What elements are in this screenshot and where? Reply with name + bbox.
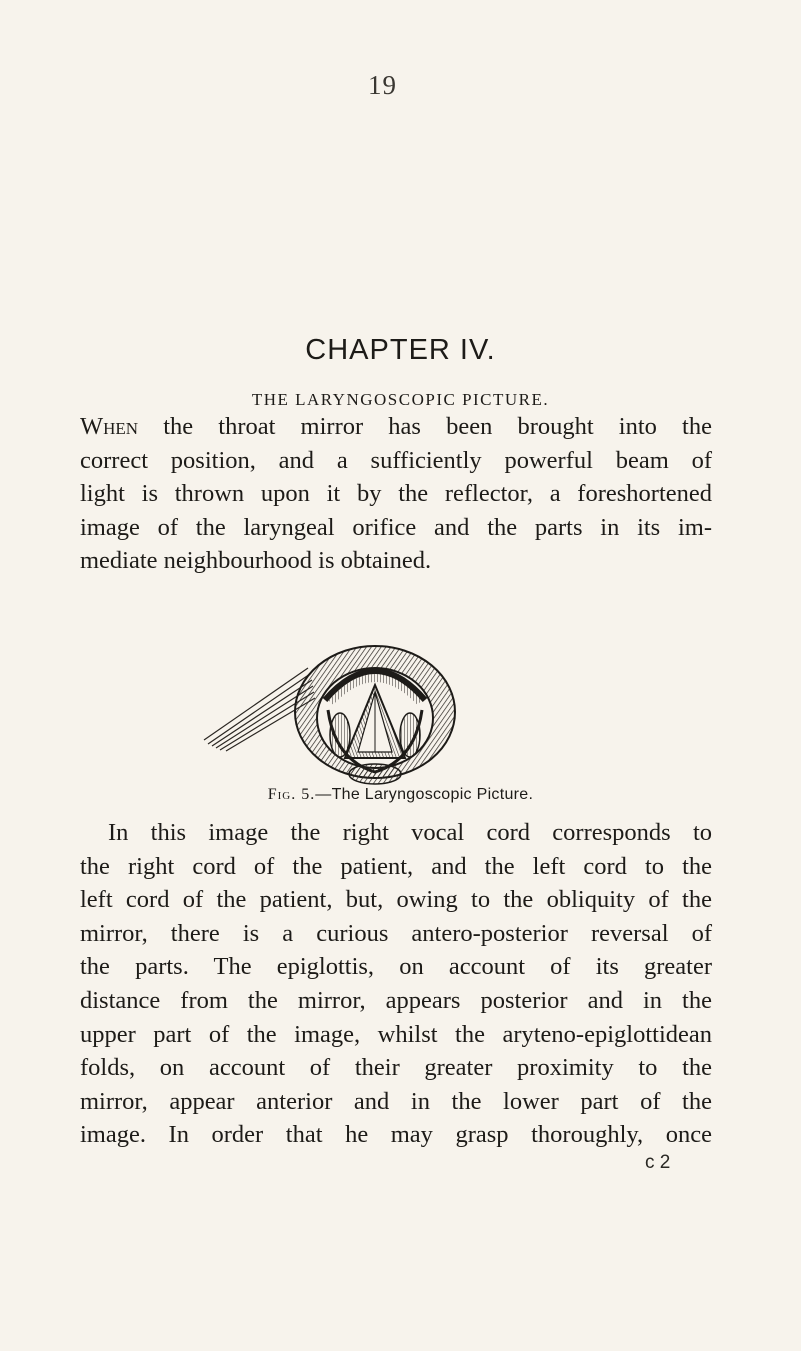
paragraph-line: mirror, there is a curious antero-posterior reversal of [80,919,712,947]
dropcap-word: When [80,413,139,440]
laryngoscopic-illustration [200,640,490,790]
paragraph-intro [80,410,712,578]
paragraph-line: mediate neighbourhood is obtained. [80,547,432,575]
page-number: 19 [368,70,397,100]
paragraph-line: the parts. The epiglottis, on account of its greater [80,953,712,981]
figure-caption-text: —The Laryngoscopic Picture. [315,786,534,803]
paragraph-line: upper part of the image, whilst the aryteno-epiglottidean [80,1020,712,1048]
paragraph-line: the right cord of the patient, and the left cord to the [80,852,712,880]
paragraph-line: image of the laryngeal orifice and the parts in its im- [80,513,712,541]
chapter-subtitle: THE LARYNGOSCOPIC PICTURE. [251,390,550,409]
signature-mark: c 2 [645,1152,671,1173]
paragraph-line: left cord of the patient, but, owing to the obliquity of the [80,886,712,914]
paragraph-line: image. In order that he may grasp thoroughly, once [80,1121,712,1149]
paragraph-line: correct position, and a sufficiently powerful beam of [80,446,712,474]
figure-caption [0,786,801,804]
figure-label: Fig. 5. [267,786,316,803]
chapter-title: CHAPTER IV. [305,334,496,366]
paragraph-line: light is thrown upon it by the reflector, a foreshortened [80,480,712,508]
paragraph-line: When the throat mirror has been brought into the [80,413,712,440]
paragraph-line: mirror, appear anterior and in the lower part of the [80,1087,712,1115]
paragraph-line: distance from the mirror, appears posterior and in the [80,986,712,1014]
paragraph-line: In this image the right vocal cord corresponds to [108,819,712,846]
paragraph-line: folds, on account of their greater proximity to the [80,1054,712,1082]
paragraph-body [80,816,712,1152]
